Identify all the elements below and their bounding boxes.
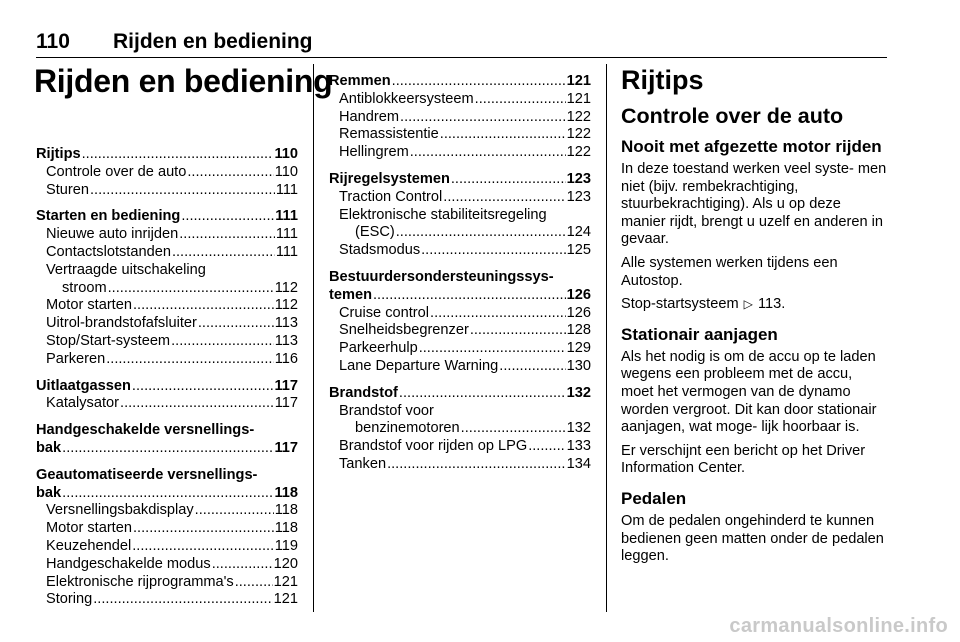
- toc-section-entry-leader: [399, 385, 566, 403]
- toc-section: [329, 73, 591, 162]
- toc-section-entry-title: bak: [36, 439, 62, 456]
- toc-item-title-line1: Vertraagde uitschakeling: [46, 261, 206, 278]
- toc-item: [36, 520, 298, 538]
- toc-item-entry[interactable]: [46, 520, 298, 538]
- toc-item-entry[interactable]: [339, 224, 591, 242]
- toc-item-entry[interactable]: [46, 574, 298, 592]
- toc-section-entry-page: 111: [275, 208, 298, 225]
- toc-section: [329, 269, 591, 376]
- toc-item: [329, 305, 591, 323]
- toc-item-entry-title: Traction Control: [339, 188, 443, 205]
- toc-section-entry-title: Starten en bediening: [36, 208, 181, 225]
- toc-item-title-line1: Brandstof voor: [339, 402, 434, 419]
- toc-item-entry-page: 121: [273, 573, 298, 590]
- content-heading-controle: Controle over de auto: [621, 104, 844, 128]
- toc-section-entry-title: Rijregelsystemen: [329, 170, 450, 187]
- watermark: carmanualsonline.info: [729, 615, 948, 637]
- toc-item-entry-title: Cruise control: [339, 304, 430, 321]
- toc-item: [36, 164, 298, 182]
- toc-section-entry-page: 117: [274, 439, 298, 456]
- toc-item-entry[interactable]: [46, 591, 298, 609]
- toc-item-entry[interactable]: [339, 340, 591, 358]
- toc-section-entry[interactable]: [36, 485, 298, 503]
- toc-section-entry-title: temen: [329, 286, 372, 303]
- toc-item: [329, 438, 591, 456]
- toc-item-entry-page: 118: [274, 520, 298, 537]
- toc-section-entry-page: 118: [274, 484, 298, 501]
- toc-item-entry-leader: [120, 395, 274, 413]
- toc-item: [36, 315, 298, 333]
- toc-item: [36, 297, 298, 315]
- toc-item-entry-page: 130: [566, 357, 591, 374]
- content-paragraph-1: In deze toestand werken veel syste- men niet (bijv. rembekrachtiging, stuurbekrachtiging). Als u op deze manier rijdt, brengt u uzelf en anderen in gevaar.: [621, 161, 887, 248]
- toc-item: [36, 556, 298, 574]
- toc-item-entry-leader: [396, 224, 566, 242]
- toc-item-entry-page: 111: [275, 243, 298, 260]
- toc-item-entry-page: 133: [566, 438, 591, 455]
- toc-item-entry-title: Nieuwe auto inrijden: [46, 226, 179, 243]
- toc-item: [36, 591, 298, 609]
- toc-item-entry[interactable]: [46, 182, 298, 200]
- toc-column-1: [36, 146, 298, 609]
- toc-item-entry-page: 117: [274, 395, 298, 412]
- toc-section-entry-page: 110: [274, 146, 298, 162]
- content-heading-stationair: Stationair aanjagen: [621, 324, 778, 344]
- toc-item: [36, 333, 298, 351]
- toc-item-entry-title: Lane Departure Warning: [339, 357, 499, 374]
- toc-item-entry-title: Snelheidsbegrenzer: [339, 322, 469, 339]
- content-paragraph-4: Als het nodig is om de accu op te laden wegens een probleem met de accu, moet het vermogen van de dynamo worden vergroot. Dit kan door stationair aanjagen, wat moge- lijk hoorbaar is.: [621, 348, 877, 436]
- toc-item-entry-title: Stadsmodus: [339, 242, 421, 259]
- toc-item-entry-title: Hellingrem: [339, 144, 409, 161]
- toc-item-entry-title: Controle over de auto: [46, 163, 187, 180]
- toc-item-entry[interactable]: [339, 91, 591, 109]
- toc-item: [329, 91, 591, 109]
- toc-item-entry[interactable]: [46, 502, 298, 520]
- toc-item-entry-title: (ESC): [355, 224, 395, 241]
- toc-item: [329, 358, 591, 376]
- toc-item-entry-leader: [195, 502, 274, 520]
- toc-item-entry-leader: [430, 305, 566, 323]
- toc-section-entry-page: 132: [566, 384, 591, 401]
- toc-section-entry-title: Uitlaatgassen: [36, 377, 131, 394]
- toc-item-entry-page: 125: [566, 242, 591, 259]
- column-divider-2: [606, 64, 607, 612]
- toc-item-entry-title: Handgeschakelde modus: [46, 555, 211, 572]
- toc-section: [329, 171, 591, 260]
- toc-item-entry[interactable]: [339, 438, 591, 456]
- toc-item-entry-page: 118: [274, 502, 298, 519]
- toc-section-title-line1: Handgeschakelde versnellings-: [36, 422, 255, 439]
- toc-item-entry-page: 113: [274, 315, 298, 332]
- toc-item-entry[interactable]: [339, 305, 591, 323]
- toc-item-entry[interactable]: [46, 244, 298, 262]
- toc-item-entry[interactable]: [339, 358, 591, 376]
- toc-item-entry-page: 126: [566, 304, 591, 321]
- toc-item-entry[interactable]: [339, 189, 591, 207]
- toc-section-entry-leader: [373, 287, 566, 305]
- toc-item-entry-leader: [475, 91, 566, 109]
- toc-item-entry[interactable]: [339, 126, 591, 144]
- toc-section-entry-leader: [181, 208, 274, 226]
- toc-item-entry-title: Motor starten: [46, 297, 132, 314]
- toc-section-title-line1: Geautomatiseerde versnellings-: [36, 466, 258, 483]
- toc-item-entry[interactable]: [339, 322, 591, 340]
- toc-item-entry-leader: [172, 244, 275, 262]
- toc-item-entry-page: 124: [566, 224, 591, 241]
- toc-item: [329, 144, 591, 162]
- toc-section-entry-title: Brandstof: [329, 384, 398, 401]
- reference-arrow-icon: ▷: [743, 297, 753, 312]
- toc-item-entry-leader: [90, 182, 275, 200]
- toc-item-entry[interactable]: [46, 395, 298, 413]
- toc-section-entry-title: bak: [36, 484, 62, 501]
- toc-item-entry-page: 116: [274, 350, 298, 367]
- toc-item-entry-page: 122: [566, 144, 591, 161]
- toc-item-entry[interactable]: [339, 420, 591, 438]
- toc-item-entry[interactable]: [339, 109, 591, 127]
- toc-item: [329, 322, 591, 340]
- toc-item-entry-page: 134: [566, 455, 591, 472]
- toc-item-entry-leader: [443, 189, 565, 207]
- header-rule: [36, 57, 887, 58]
- toc-item-entry[interactable]: [46, 538, 298, 556]
- toc-item-entry[interactable]: [46, 226, 298, 244]
- toc-item-entry-title: Parkeren: [46, 350, 106, 367]
- toc-section-entry-page: 123: [566, 170, 591, 187]
- toc-item-entry-leader: [106, 351, 274, 369]
- toc-item-entry-page: 129: [566, 340, 591, 357]
- toc-item-entry-page: 110: [274, 163, 298, 180]
- toc-item-entry[interactable]: [339, 144, 591, 162]
- toc-item-entry[interactable]: [46, 164, 298, 182]
- toc-section-entry-leader: [62, 440, 273, 458]
- toc-item: [36, 244, 298, 262]
- content-paragraph-3: [621, 296, 887, 314]
- content-heading-pedalen: Pedalen: [621, 488, 687, 508]
- toc-section-entry[interactable]: [329, 73, 591, 91]
- toc-item-entry-leader: [171, 333, 274, 351]
- toc-item-entry[interactable]: [46, 280, 298, 298]
- toc-section: [329, 385, 591, 474]
- toc-section-entry-page: 126: [566, 286, 591, 303]
- toc-item: [329, 207, 591, 243]
- toc-item-entry-title: Handrem: [339, 108, 400, 125]
- toc-item-entry-page: 119: [274, 537, 298, 554]
- toc-item-entry-page: 132: [566, 420, 591, 437]
- content-column: [621, 64, 887, 566]
- toc-item-entry-page: 122: [566, 126, 591, 143]
- toc-section: [36, 146, 298, 199]
- toc-item-entry-title: Motor starten: [46, 520, 132, 537]
- toc-item: [36, 226, 298, 244]
- toc-item: [329, 456, 591, 474]
- toc-item-entry-title: Keuzehendel: [46, 537, 132, 554]
- toc-item-entry-title: Stop/Start-systeem: [46, 332, 171, 349]
- content-heading-rijtips: Rijtips: [621, 65, 704, 95]
- toc-item-entry-leader: [179, 226, 275, 244]
- page-title: Rijden en bediening: [34, 63, 333, 99]
- toc-item: [329, 189, 591, 207]
- toc-item-entry-leader: [419, 340, 566, 358]
- toc-item-entry-title: benzinemotoren: [355, 420, 460, 437]
- toc-section-entry[interactable]: [36, 440, 298, 458]
- toc-item-entry-leader: [387, 456, 566, 474]
- toc-item: [36, 182, 298, 200]
- toc-item-entry-leader: [235, 574, 273, 592]
- toc-item-entry-page: 111: [275, 181, 298, 198]
- toc-section-entry[interactable]: [36, 146, 298, 164]
- toc-section: [36, 422, 298, 458]
- toc-item: [36, 395, 298, 413]
- toc-item-entry-page: 121: [566, 90, 591, 107]
- toc-item-entry-leader: [470, 322, 566, 340]
- toc-item-entry[interactable]: [46, 351, 298, 369]
- toc-item-entry-page: 111: [275, 226, 298, 243]
- toc-section-entry-leader: [392, 73, 566, 91]
- toc-section-entry-page: 121: [566, 73, 591, 89]
- toc-item-entry-page: 120: [273, 555, 298, 572]
- toc-section-entry-leader: [62, 485, 273, 503]
- toc-item-entry-leader: [133, 520, 274, 538]
- toc-item-entry[interactable]: [46, 315, 298, 333]
- content-heading-nooit: Nooit met afgezette motor rijden: [621, 137, 882, 156]
- toc-item-entry-page: 112: [274, 279, 298, 296]
- header-section-title: Rijden en bediening: [113, 30, 313, 53]
- toc-item: [36, 538, 298, 556]
- toc-item-entry[interactable]: [46, 297, 298, 315]
- toc-item-entry-leader: [440, 126, 566, 144]
- content-paragraph-2: Alle systemen werken tijdens een Autostop.: [621, 254, 838, 289]
- toc-section-entry-page: 117: [274, 377, 298, 394]
- toc-section-entry-title: Rijtips: [36, 146, 81, 162]
- toc-item-entry-page: 112: [274, 297, 298, 314]
- toc-item-entry-title: Antiblokkeersysteem: [339, 90, 474, 107]
- toc-section-entry[interactable]: [329, 171, 591, 189]
- toc-item-entry-title: Storing: [46, 591, 93, 608]
- toc-section-entry-title: Remmen: [329, 73, 391, 89]
- content-paragraph-6: Om de pedalen ongehinderd te kunnen bedienen geen matten onder de pedalen leggen.: [621, 512, 884, 565]
- toc-item-entry-page: 121: [273, 591, 298, 608]
- toc-item-entry-title: Sturen: [46, 181, 89, 198]
- toc-item-entry-title: Brandstof voor rijden op LPG: [339, 438, 528, 455]
- toc-item-entry-title: Elektronische rijprogramma's: [46, 573, 234, 590]
- toc-column-2: [329, 73, 591, 474]
- toc-item-entry-leader: [132, 538, 274, 556]
- toc-section-title-line1: Bestuurdersondersteuningssys-: [329, 268, 554, 285]
- toc-section: [36, 378, 298, 414]
- toc-item: [329, 109, 591, 127]
- toc-item-entry-title: Contactslotstanden: [46, 243, 171, 260]
- toc-item-entry-title: Parkeerhulp: [339, 340, 418, 357]
- toc-item-entry-leader: [421, 242, 566, 260]
- toc-item-entry[interactable]: [46, 556, 298, 574]
- toc-item-entry-leader: [198, 315, 274, 333]
- toc-item-entry-title: Remassistentie: [339, 126, 439, 143]
- toc-section-entry-leader: [451, 171, 566, 189]
- toc-item-entry-title: Tanken: [339, 455, 387, 472]
- toc-section: [36, 467, 298, 609]
- toc-item-entry-leader: [212, 556, 273, 574]
- toc-item-entry-leader: [187, 164, 273, 182]
- toc-item-entry-page: 113: [274, 332, 298, 349]
- toc-item-entry-page: 122: [566, 108, 591, 125]
- toc-item: [36, 351, 298, 369]
- toc-item-entry-leader: [499, 358, 565, 376]
- toc-item-entry-leader: [528, 438, 565, 456]
- toc-item-entry[interactable]: [339, 456, 591, 474]
- toc-item: [329, 403, 591, 439]
- toc-item-entry-title: stroom: [62, 279, 107, 296]
- toc-item-entry-title: Uitrol-brandstofafsluiter: [46, 315, 197, 332]
- toc-item-entry-title: Katalysator: [46, 395, 120, 412]
- toc-item-title-line1: Elektronische stabiliteitsregeling: [339, 206, 547, 223]
- toc-item: [36, 574, 298, 592]
- toc-item-entry-leader: [400, 109, 566, 127]
- toc-section-entry-leader: [132, 378, 274, 396]
- toc-item: [329, 126, 591, 144]
- toc-section-entry[interactable]: [36, 208, 298, 226]
- cross-reference-page[interactable]: 113.: [757, 296, 786, 313]
- toc-item: [36, 262, 298, 298]
- toc-item-entry-leader: [93, 591, 272, 609]
- cross-reference-text: Stop-startsysteem: [621, 296, 739, 313]
- toc-item-entry-leader: [410, 144, 566, 162]
- toc-item: [329, 242, 591, 260]
- toc-item-entry[interactable]: [46, 333, 298, 351]
- toc-item-entry-leader: [133, 297, 274, 315]
- toc-item-entry-title: Versnellingsbakdisplay: [46, 502, 194, 519]
- toc-item: [329, 340, 591, 358]
- toc-section-entry[interactable]: [329, 385, 591, 403]
- toc-section-entry[interactable]: [329, 287, 591, 305]
- toc-section-entry[interactable]: [36, 378, 298, 396]
- column-divider-1: [313, 64, 314, 612]
- toc-section: [36, 208, 298, 368]
- toc-section-entry-leader: [82, 146, 274, 164]
- toc-item-entry-leader: [461, 420, 566, 438]
- toc-item-entry[interactable]: [339, 242, 591, 260]
- toc-item-entry-page: 123: [566, 188, 591, 205]
- toc-item-entry-page: 128: [566, 322, 591, 339]
- header-page-number: 110: [36, 30, 70, 53]
- toc-item: [36, 502, 298, 520]
- toc-item-entry-leader: [108, 280, 274, 298]
- content-paragraph-5: Er verschijnt een bericht op het Driver Information Center.: [621, 442, 866, 477]
